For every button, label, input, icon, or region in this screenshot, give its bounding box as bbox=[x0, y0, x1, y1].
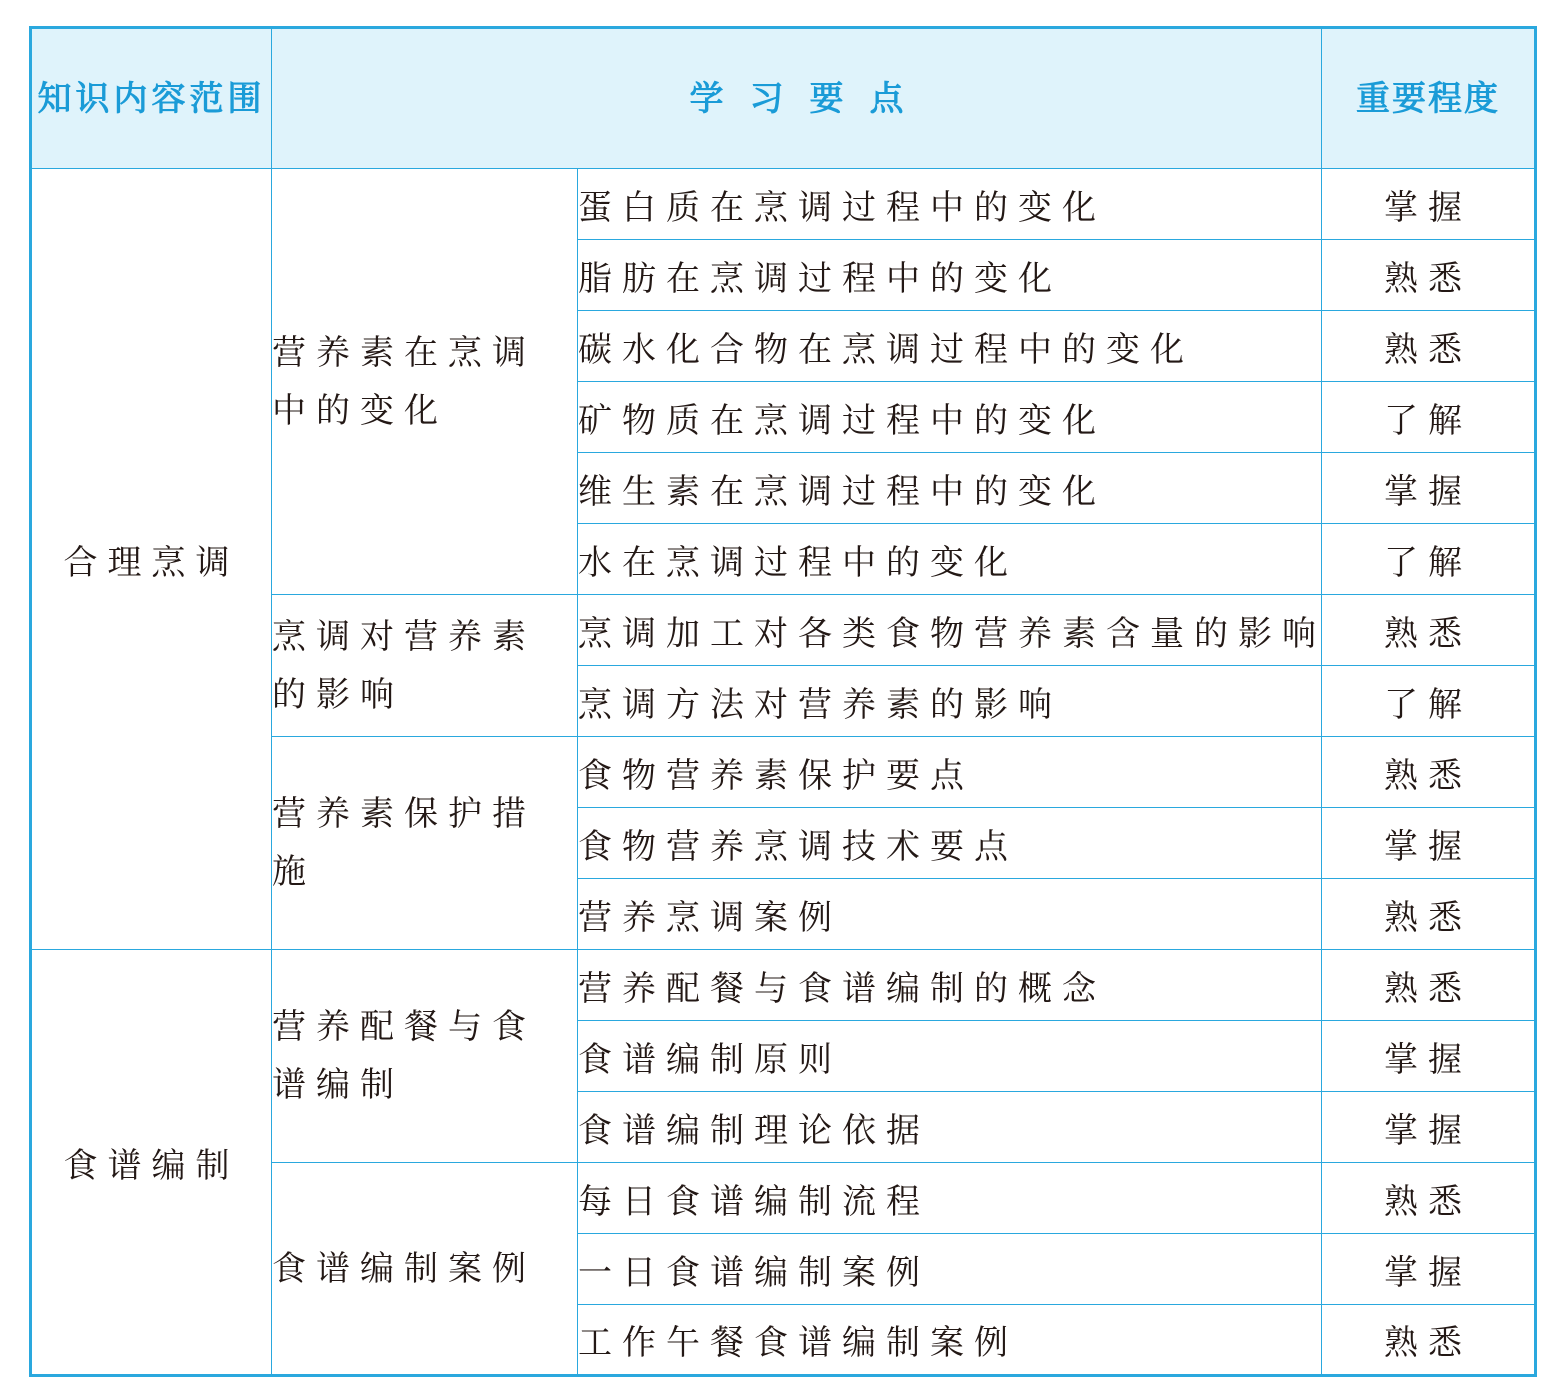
knowledge-scope-cell: 合理烹调 bbox=[31, 169, 272, 950]
importance-level-cell: 熟悉 bbox=[1322, 1163, 1536, 1234]
subtopic-cell: 食谱编制案例 bbox=[272, 1163, 578, 1376]
learning-point-cell: 一日食谱编制案例 bbox=[578, 1234, 1322, 1305]
importance-level-cell: 熟悉 bbox=[1322, 950, 1536, 1021]
learning-point-cell: 维生素在烹调过程中的变化 bbox=[578, 453, 1322, 524]
table-row bbox=[31, 950, 1536, 1021]
importance-level-cell: 熟悉 bbox=[1322, 737, 1536, 808]
learning-point-cell: 工作午餐食谱编制案例 bbox=[578, 1305, 1322, 1376]
knowledge-table-container bbox=[29, 26, 1534, 1377]
importance-level-cell: 掌握 bbox=[1322, 1234, 1536, 1305]
importance-level-cell: 了解 bbox=[1322, 524, 1536, 595]
header-importance: 重要程度 bbox=[1322, 28, 1536, 169]
learning-point-cell: 每日食谱编制流程 bbox=[578, 1163, 1322, 1234]
importance-level-cell: 掌握 bbox=[1322, 808, 1536, 879]
learning-point-cell: 食物营养素保护要点 bbox=[578, 737, 1322, 808]
header-row bbox=[31, 28, 1536, 169]
learning-point-cell: 烹调加工对各类食物营养素含量的影响 bbox=[578, 595, 1322, 666]
importance-level-cell: 了解 bbox=[1322, 382, 1536, 453]
importance-level-cell: 熟悉 bbox=[1322, 595, 1536, 666]
importance-level-cell: 掌握 bbox=[1322, 1092, 1536, 1163]
importance-level-cell: 熟悉 bbox=[1322, 879, 1536, 950]
subtopic-cell: 营养配餐与食谱编制 bbox=[272, 950, 578, 1163]
learning-point-cell: 营养烹调案例 bbox=[578, 879, 1322, 950]
learning-point-cell: 食谱编制理论依据 bbox=[578, 1092, 1322, 1163]
importance-level-cell: 熟悉 bbox=[1322, 240, 1536, 311]
table-body bbox=[31, 169, 1536, 1376]
importance-level-cell: 熟悉 bbox=[1322, 311, 1536, 382]
importance-level-cell: 掌握 bbox=[1322, 169, 1536, 240]
learning-point-cell: 矿物质在烹调过程中的变化 bbox=[578, 382, 1322, 453]
header-learning-points: 学习要点 bbox=[272, 28, 1322, 169]
importance-level-cell: 熟悉 bbox=[1322, 1305, 1536, 1376]
learning-point-cell: 烹调方法对营养素的影响 bbox=[578, 666, 1322, 737]
learning-point-cell: 蛋白质在烹调过程中的变化 bbox=[578, 169, 1322, 240]
learning-point-cell: 水在烹调过程中的变化 bbox=[578, 524, 1322, 595]
learning-point-cell: 食物营养烹调技术要点 bbox=[578, 808, 1322, 879]
importance-level-cell: 掌握 bbox=[1322, 453, 1536, 524]
knowledge-table bbox=[29, 26, 1537, 1377]
learning-point-cell: 碳水化合物在烹调过程中的变化 bbox=[578, 311, 1322, 382]
subtopic-cell: 营养素保护措施 bbox=[272, 737, 578, 950]
learning-point-cell: 营养配餐与食谱编制的概念 bbox=[578, 950, 1322, 1021]
learning-point-cell: 脂肪在烹调过程中的变化 bbox=[578, 240, 1322, 311]
importance-level-cell: 掌握 bbox=[1322, 1021, 1536, 1092]
knowledge-scope-cell: 食谱编制 bbox=[31, 950, 272, 1376]
subtopic-cell: 烹调对营养素的影响 bbox=[272, 595, 578, 737]
importance-level-cell: 了解 bbox=[1322, 666, 1536, 737]
header-knowledge-scope: 知识内容范围 bbox=[31, 28, 272, 169]
learning-point-cell: 食谱编制原则 bbox=[578, 1021, 1322, 1092]
subtopic-cell: 营养素在烹调中的变化 bbox=[272, 169, 578, 595]
table-row bbox=[31, 169, 1536, 240]
